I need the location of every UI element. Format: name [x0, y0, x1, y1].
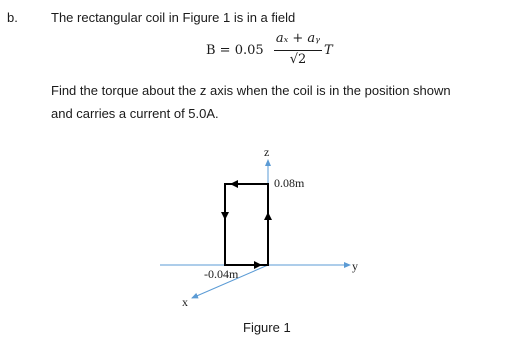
current-arrow-right [264, 212, 272, 220]
question-intro: The rectangular coil in Figure 1 is in a field [51, 10, 296, 25]
z-axis-label: z [264, 145, 270, 159]
figure-caption: Figure 1 [243, 320, 291, 335]
equation-denominator: √2 [289, 52, 307, 67]
question-label: b. [7, 10, 18, 25]
equation-numerator: aₓ + aᵧ [275, 31, 321, 46]
current-arrow-left [221, 212, 229, 220]
y-axis-label: y [352, 259, 358, 273]
x-axis-label: x [182, 295, 188, 309]
equation-lhs: B = 0.05 [206, 43, 264, 58]
width-dimension-label: -0.04m [204, 267, 239, 281]
question-prompt-line2: and carries a current of 5.0A. [51, 106, 219, 121]
question-prompt-line1: Find the torque about the z axis when the coil is in the position shown [51, 83, 451, 98]
height-dimension-label: 0.08m [274, 176, 305, 190]
rectangular-coil [225, 184, 268, 265]
equation-unit: T [324, 43, 333, 58]
current-arrow-top [230, 180, 238, 188]
